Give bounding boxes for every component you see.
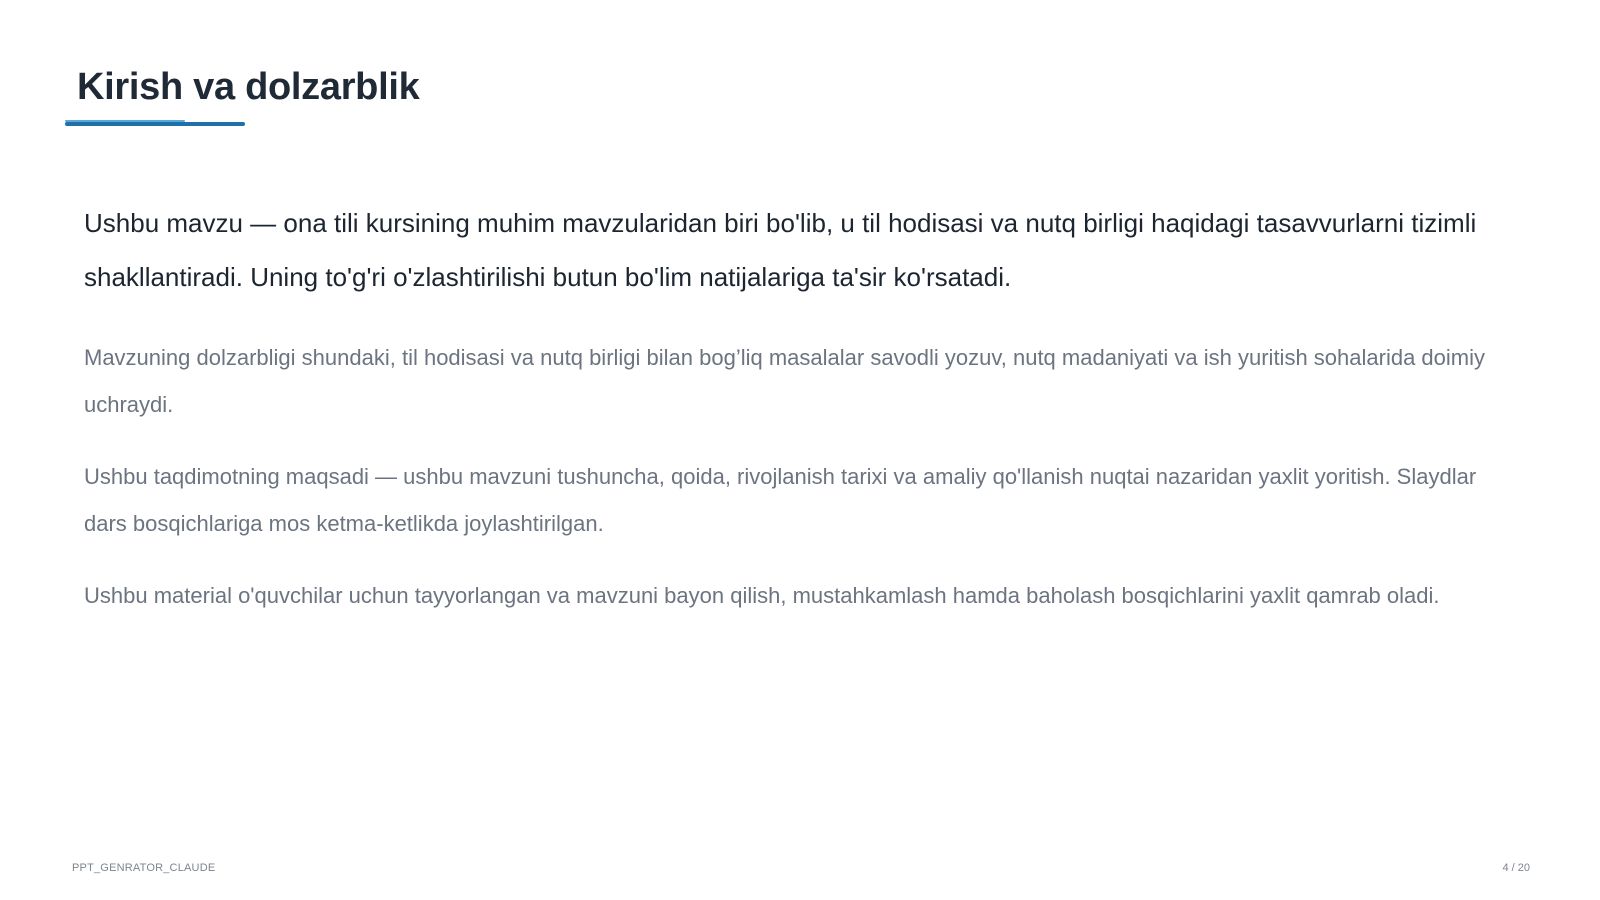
footer-source-label: PPT_GENRATOR_CLAUDE xyxy=(72,862,216,874)
body-paragraph-goal: Ushbu taqdimotning maqsadi — ushbu mavzuni tushuncha, qoida, rivojlanish tarixi va amaliy qo'llanish nuqtai nazaridan yaxlit yoritish. Slaydlar dars bosqichlariga mos ketma-ketlikda joylashtirilgan. xyxy=(84,464,1477,536)
body-paragraph-audience: Ushbu material o'quvchilar uchun tayyorlangan va mavzuni bayon qilish, mustahkamlash hamda baholash bosqichlarini yaxlit qamrab oladi. xyxy=(84,583,1440,608)
slide-title: Kirish va dolzarblik xyxy=(77,66,420,108)
page-indicator: 4 / 20 xyxy=(1502,862,1530,874)
slide-content xyxy=(84,196,1504,644)
title-underline-accent xyxy=(65,120,185,122)
title-underline xyxy=(65,122,245,126)
lead-paragraph: Ushbu mavzu — ona tili kursining muhim mavzularidan biri bo'lib, u til hodisasi va nutq birligi haqidagi tasavvurlarni tizimli shakllantiradi. Uning to'g'ri o'zlashtirilishi butun bo'lim natijalariga ta'sir ko'rsatadi. xyxy=(84,208,1477,292)
body-paragraph-relevance: Mavzuning dolzarbligi shundaki, til hodisasi va nutq birligi bilan bog’liq masalalar savodli yozuv, nutq madaniyati va ish yuritish sohalarida doimiy uchraydi. xyxy=(84,345,1485,417)
